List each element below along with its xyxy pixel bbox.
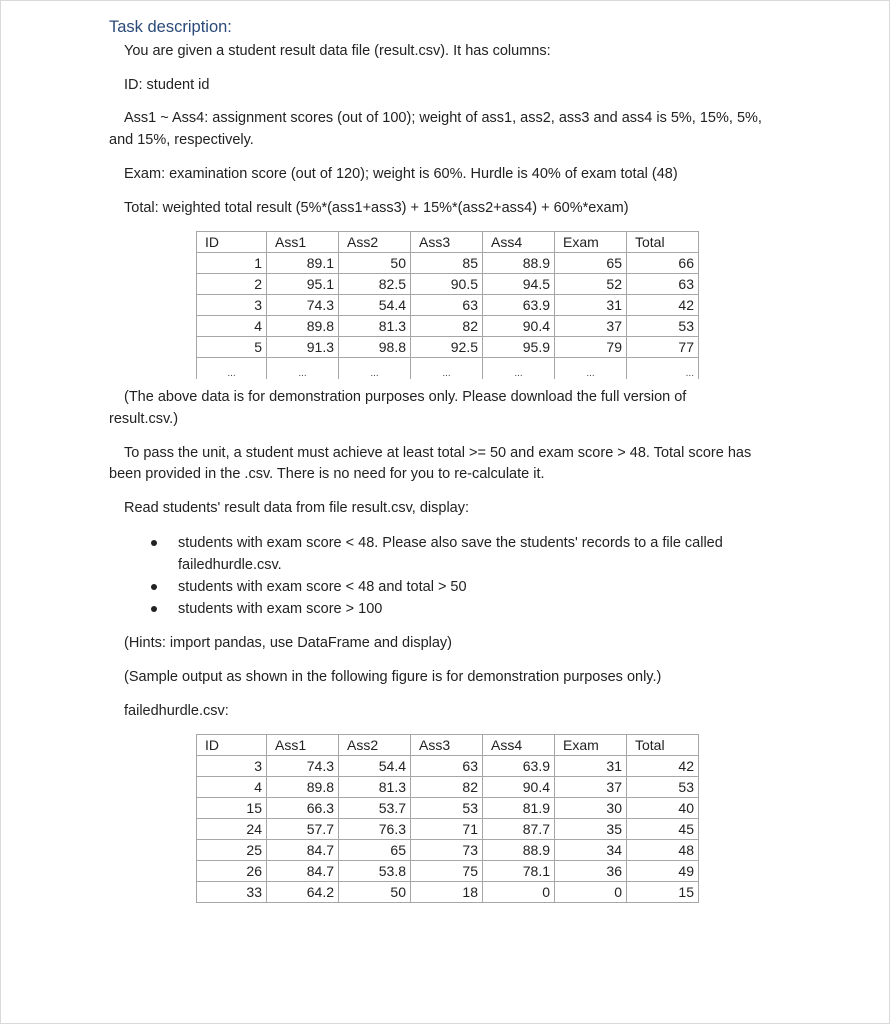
table-header-row — [197, 735, 699, 756]
cell: 34 — [555, 840, 627, 861]
sample-data-table — [196, 231, 699, 379]
cell: 15 — [627, 882, 699, 903]
total-text: Total: weighted total result (5%*(ass1+ass3) + 15%*(ass2+ass4) + 60%*exam) — [124, 200, 629, 216]
cell: 1 — [197, 253, 267, 274]
output-file-label: failedhurdle.csv: — [124, 703, 229, 719]
cell: 63 — [411, 756, 483, 777]
header-cell: ID — [197, 232, 267, 253]
cell: 91.3 — [267, 337, 339, 358]
header-cell: Exam — [555, 232, 627, 253]
cell: 95.1 — [267, 274, 339, 295]
cell: 88.9 — [483, 840, 555, 861]
cell: 33 — [197, 882, 267, 903]
cell: 3 — [197, 295, 267, 316]
header-cell: Ass4 — [483, 232, 555, 253]
cell: 78.1 — [483, 861, 555, 882]
cell: 30 — [555, 798, 627, 819]
bullet-icon — [151, 584, 157, 590]
cell: 53.7 — [339, 798, 411, 819]
ellipsis-cell: ... — [339, 358, 411, 379]
cell: 98.8 — [339, 337, 411, 358]
cell: 65 — [555, 253, 627, 274]
header-cell: Ass3 — [411, 232, 483, 253]
cell: 63 — [411, 295, 483, 316]
cell: 71 — [411, 819, 483, 840]
table-row — [197, 861, 699, 882]
header-cell: Ass1 — [267, 735, 339, 756]
cell: 36 — [555, 861, 627, 882]
assignment-text-line1: Ass1 ~ Ass4: assignment scores (out of 100); weight of ass1, ass2, ass3 and ass4 is 5%, 15%, 5%, — [124, 110, 762, 126]
task-heading: Task description: — [109, 18, 232, 36]
cell: 66.3 — [267, 798, 339, 819]
ellipsis-cell: ... — [411, 358, 483, 379]
cell: 50 — [339, 882, 411, 903]
cell: 31 — [555, 295, 627, 316]
cell: 63.9 — [483, 756, 555, 777]
table-row — [197, 777, 699, 798]
cell: 81.3 — [339, 316, 411, 337]
cell: 15 — [197, 798, 267, 819]
cell: 35 — [555, 819, 627, 840]
header-cell: Exam — [555, 735, 627, 756]
cell: 77 — [627, 337, 699, 358]
sample-output-note: (Sample output as shown in the following figure is for demonstration purposes only.) — [124, 669, 662, 685]
pass-criteria-line1: To pass the unit, a student must achieve at least total >= 50 and exam score > 48. Total score has — [124, 445, 752, 461]
ellipsis-cell: ... — [197, 358, 267, 379]
table-row — [197, 819, 699, 840]
cell: 50 — [339, 253, 411, 274]
cell: 4 — [197, 316, 267, 337]
ellipsis-cell: ... — [267, 358, 339, 379]
cell: 37 — [555, 316, 627, 337]
table-row — [197, 253, 699, 274]
header-cell: Total — [627, 735, 699, 756]
cell: 82 — [411, 777, 483, 798]
header-cell: Ass3 — [411, 735, 483, 756]
header-cell: Ass4 — [483, 735, 555, 756]
cell: 90.4 — [483, 777, 555, 798]
hints-text: (Hints: import pandas, use DataFrame and display) — [124, 635, 453, 651]
cell: 75 — [411, 861, 483, 882]
exam-text: Exam: examination score (out of 120); weight is 60%. Hurdle is 40% of exam total (48) — [124, 166, 678, 182]
header-cell: Total — [627, 232, 699, 253]
cell: 73 — [411, 840, 483, 861]
column-id-text: ID: student id — [124, 77, 210, 93]
bullet-item-3: students with exam score > 100 — [178, 601, 383, 617]
cell: 88.9 — [483, 253, 555, 274]
cell: 82 — [411, 316, 483, 337]
cell: 84.7 — [267, 861, 339, 882]
cell: 53.8 — [339, 861, 411, 882]
cell: 87.7 — [483, 819, 555, 840]
cell: 82.5 — [339, 274, 411, 295]
cell: 24 — [197, 819, 267, 840]
cell: 65 — [339, 840, 411, 861]
cell: 81.3 — [339, 777, 411, 798]
read-instruction: Read students' result data from file result.csv, display: — [124, 500, 470, 516]
table-row — [197, 337, 699, 358]
cell: 84.7 — [267, 840, 339, 861]
cell: 92.5 — [411, 337, 483, 358]
cell: 31 — [555, 756, 627, 777]
cell: 0 — [555, 882, 627, 903]
cell: 89.8 — [267, 316, 339, 337]
demo-note-line1: (The above data is for demonstration purposes only. Please download the full version of — [124, 389, 687, 405]
cell: 45 — [627, 819, 699, 840]
header-cell: ID — [197, 735, 267, 756]
demo-note-line2: result.csv.) — [109, 411, 179, 427]
cell: 54.4 — [339, 756, 411, 777]
table-header-row — [197, 232, 699, 253]
ellipsis-cell: ... — [555, 358, 627, 379]
cell: 76.3 — [339, 819, 411, 840]
ellipsis-row — [197, 358, 699, 379]
cell: 18 — [411, 882, 483, 903]
cell: 79 — [555, 337, 627, 358]
cell: 3 — [197, 756, 267, 777]
cell: 42 — [627, 756, 699, 777]
cell: 53 — [627, 316, 699, 337]
cell: 25 — [197, 840, 267, 861]
pass-criteria-line2: been provided in the .csv. There is no need for you to re-calculate it. — [109, 466, 545, 482]
bullet-icon — [151, 540, 157, 546]
cell: 89.1 — [267, 253, 339, 274]
cell: 49 — [627, 861, 699, 882]
failed-hurdle-table — [196, 734, 699, 903]
table-row — [197, 316, 699, 337]
table-row — [197, 756, 699, 777]
ellipsis-cell: ... — [627, 358, 699, 379]
cell: 94.5 — [483, 274, 555, 295]
bullet-item-2: students with exam score < 48 and total > 50 — [178, 579, 467, 595]
cell: 48 — [627, 840, 699, 861]
assignment-text-line2: and 15%, respectively. — [109, 132, 254, 148]
cell: 57.7 — [267, 819, 339, 840]
bullet-item-1-line2: failedhurdle.csv. — [178, 557, 282, 573]
cell: 74.3 — [267, 295, 339, 316]
cell: 4 — [197, 777, 267, 798]
cell: 74.3 — [267, 756, 339, 777]
cell: 85 — [411, 253, 483, 274]
cell: 95.9 — [483, 337, 555, 358]
cell: 90.5 — [411, 274, 483, 295]
cell: 2 — [197, 274, 267, 295]
table-row — [197, 882, 699, 903]
cell: 90.4 — [483, 316, 555, 337]
cell: 81.9 — [483, 798, 555, 819]
header-cell: Ass2 — [339, 735, 411, 756]
table-row — [197, 295, 699, 316]
bullet-item-1-line1: students with exam score < 48. Please also save the students' records to a file called — [178, 535, 723, 551]
table-row — [197, 798, 699, 819]
cell: 89.8 — [267, 777, 339, 798]
cell: 52 — [555, 274, 627, 295]
cell: 63.9 — [483, 295, 555, 316]
cell: 37 — [555, 777, 627, 798]
cell: 26 — [197, 861, 267, 882]
cell: 53 — [627, 777, 699, 798]
cell: 42 — [627, 295, 699, 316]
cell: 63 — [627, 274, 699, 295]
cell: 0 — [483, 882, 555, 903]
table-row — [197, 840, 699, 861]
cell: 64.2 — [267, 882, 339, 903]
bullet-icon — [151, 606, 157, 612]
cell: 5 — [197, 337, 267, 358]
cell: 40 — [627, 798, 699, 819]
intro-text: You are given a student result data file (result.csv). It has columns: — [124, 43, 551, 59]
header-cell: Ass2 — [339, 232, 411, 253]
cell: 54.4 — [339, 295, 411, 316]
header-cell: Ass1 — [267, 232, 339, 253]
table-row — [197, 274, 699, 295]
ellipsis-cell: ... — [483, 358, 555, 379]
cell: 53 — [411, 798, 483, 819]
cell: 66 — [627, 253, 699, 274]
